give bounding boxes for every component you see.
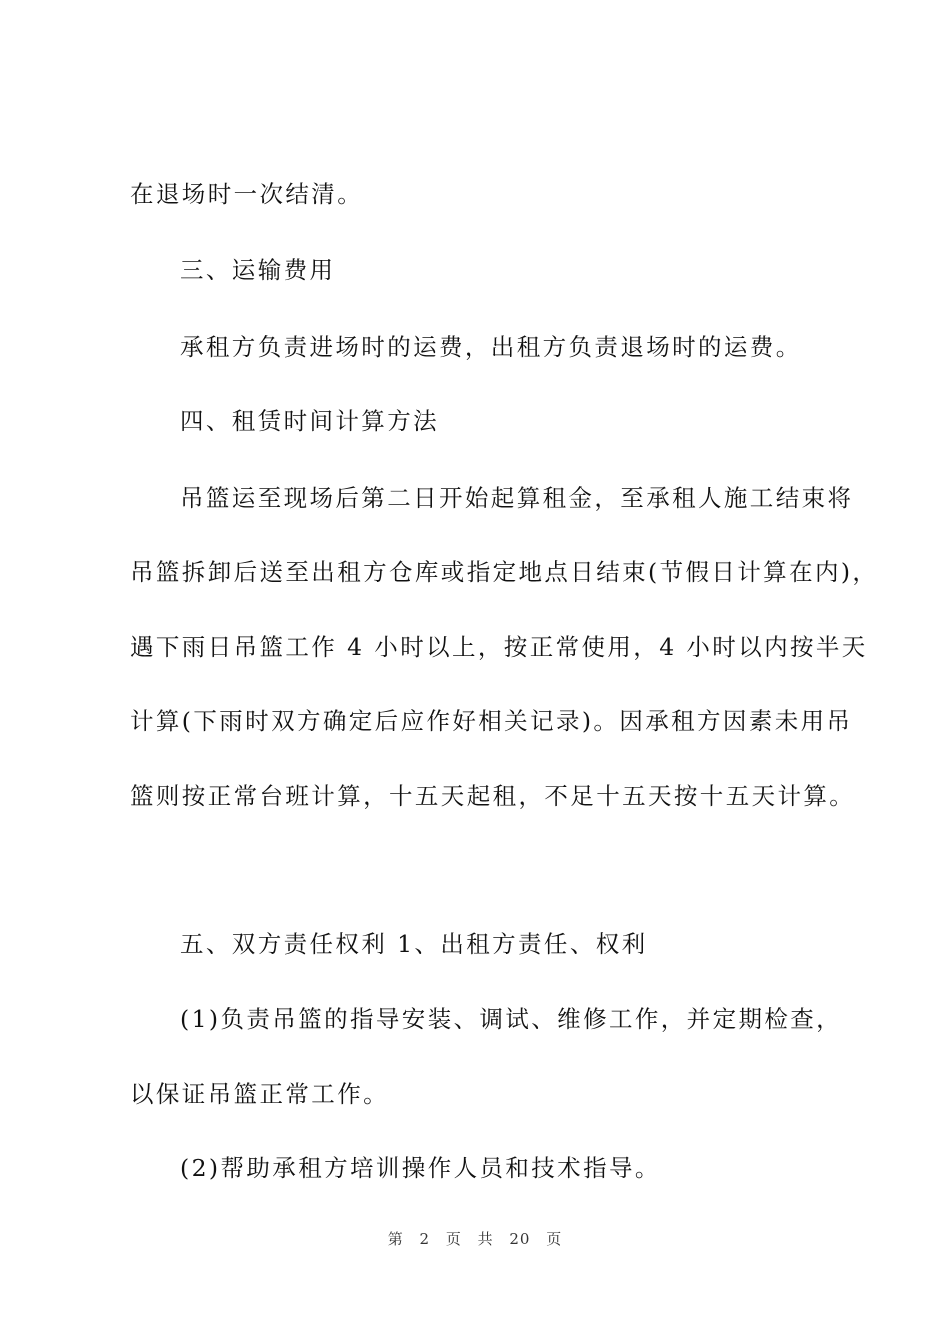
paragraph-line: 计算(下雨时双方确定后应作好相关记录)。因承租方因素未用吊	[130, 707, 853, 735]
paragraph-line: 在退场时一次结清。	[130, 180, 364, 208]
paragraph-line: (1)负责吊篮的指导安装、调试、维修工作，并定期检查，	[180, 1005, 843, 1033]
paragraph-line: 篮则按正常台班计算，十五天起租，不足十五天按十五天计算。	[130, 782, 856, 810]
paragraph-line: 承租方负责进场时的运费，出租方负责退场时的运费。	[180, 333, 802, 361]
section-heading-rental-time: 四、租赁时间计算方法	[180, 407, 439, 435]
paragraph-line: (2)帮助承租方培训操作人员和技术指导。	[180, 1154, 661, 1182]
paragraph-line: 遇下雨日吊篮工作 4 小时以上，按正常使用，4 小时以内按半天	[130, 633, 868, 661]
page-number-footer: 第 2 页 共 20 页	[387, 1230, 563, 1248]
paragraph-line: 吊篮拆卸后送至出租方仓库或指定地点日结束(节假日计算在内)，	[130, 558, 879, 586]
section-heading-transport-fees: 三、运输费用	[180, 256, 336, 284]
section-heading-responsibilities: 五、双方责任权利 1、出租方责任、权利	[180, 930, 648, 958]
paragraph-line: 以保证吊篮正常工作。	[130, 1080, 389, 1108]
paragraph-line: 吊篮运至现场后第二日开始起算租金，至承租人施工结束将	[180, 484, 854, 512]
